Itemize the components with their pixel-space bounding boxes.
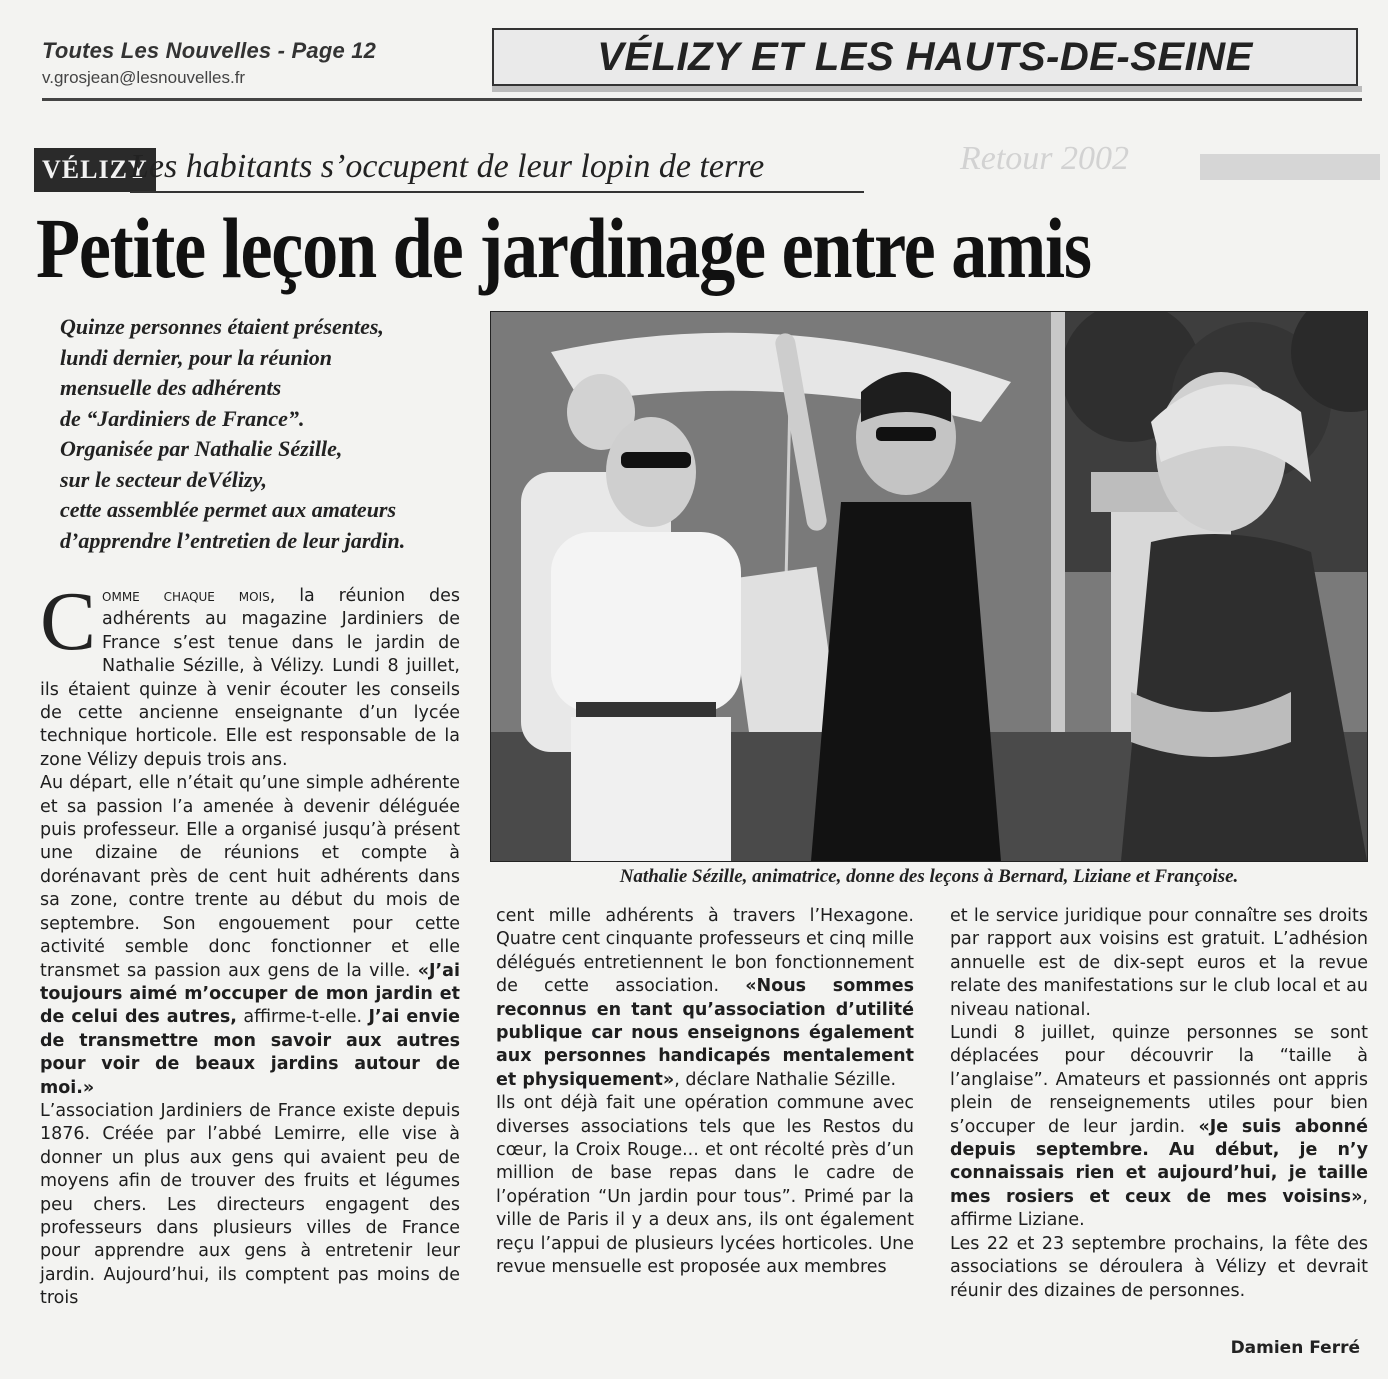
article-column-1 (40, 575, 460, 1311)
standfirst-line: d’apprendre l’entretien de leur jardin. (60, 527, 406, 553)
masthead (42, 38, 482, 88)
bleed-through-text: Retour 2002 (960, 140, 1380, 340)
standfirst-line: lundi dernier, pour la réunion (60, 344, 333, 370)
header-rule (42, 98, 1362, 101)
paragraph: Comme chaque mois, la réunion des adhérents au magazine Jardiniers de France s’est tenue dans le jardin de Nathalie Sézille, à Vélizy. Lundi 8 juillet, ils étaient quinze à venir écouter les conseils de cette ancienne enseignante d’un lycée technique horticole. Elle est responsable de la zone Vélizy depuis trois ans. (40, 575, 460, 770)
paragraph: Lundi 8 juillet, quinze personnes se sont déplacées pour découvrir la “taille à l’anglaise”. Amateurs et passionnés ont appris plein de renseignements utiles pour bien s’occuper de leur jardin. «Je suis abonné depuis septembre. Au début, je n’y connaissais rien et aujourd’hui, je taille mes rosiers et ceux de mes voisins», affirme Liziane. (950, 1023, 1368, 1231)
section-band-shadow (492, 86, 1362, 92)
kicker-rule (130, 191, 864, 193)
quote: «Nous sommes reconnus en tant qu’association d’utilité publique car nous enseignons également aux personnes handicapés mentalement et physiquement» (496, 976, 914, 1090)
paragraph: Au départ, elle n’était qu’une simple adhérente et sa passion l’a amenée à devenir déléguée puis professeur. Elle a organisé jusqu’à présent une dizaine de réunions et compte à dorénavant près de cent huit adhérents dans sa zone, contre trente au début du mois de septembre. Son engouement pour cette activité semble donc fonctionner et elle transmet sa passion aux gens de la ville. «J’ai toujours aimé m’occuper de mon jardin et de celui des autres, affirme-t-elle. J’ai envie de transmettre mon savoir aux autres pour voir de beaux jardins autour de moi.» (40, 773, 460, 1098)
quote: «Je suis abonné depuis septembre. Au début, je n’y connaissais rien et aujourd’hui, je taille mes rosiers et ceux de mes voisins» (950, 1116, 1368, 1207)
location-tag: VÉLIZY (34, 148, 156, 192)
standfirst (60, 312, 480, 556)
article-photo (490, 311, 1368, 862)
standfirst-line: de “Jardiniers de France”. (60, 405, 305, 431)
paragraph: L’association Jardiniers de France existe depuis 1876. Créée par l’abbé Lemirre, elle vise à donner un plus aux gens qui avaient peu de moyens afin de trouver des fruits et légumes peu chers. Les directeurs engagent des professeurs dans plusieurs villes de France pour apprendre aux gens à entretenir leur jardin. Aujourd’hui, ils comptent pas moins de trois (40, 1100, 460, 1309)
standfirst-line: sur le secteur deVélizy, (60, 466, 267, 492)
paragraph: et le service juridique pour connaître ses droits par rapport aux voisins est gratuit. L’adhésion annuelle est de dix-sept euros et la revue relate des manifestations sur le club local et au niveau national. (950, 906, 1368, 1020)
quote: «J’ai toujours aimé m’occuper de mon jardin et de celui des autres, (40, 960, 460, 1028)
contact-email: v.grosjean@lesnouvelles.fr (42, 68, 246, 87)
paragraph: Ils ont déjà fait une opération commune avec diverses associations tels que les Restos du cœur, la Croix Rouge... et ont récolté près d’un million de base repas dans le cadre de l’opération “Un jardin pour tous”. Primé par la ville de Paris il y a deux ans, ils ont également reçu l’appui de plusieurs lycées horticoles. Une revue mensuelle est proposée aux membres (496, 1093, 914, 1278)
section-title: VÉLIZY ET LES HAUTS-DE-SEINE (597, 34, 1253, 79)
byline: Damien Ferré (1230, 1338, 1360, 1358)
headline: Petite leçon de jardinage entre amis (36, 200, 1091, 296)
photo-caption: Nathalie Sézille, animatrice, donne des leçons à Bernard, Liziane et Françoise. (619, 866, 1239, 887)
quote: J’ai envie de transmettre mon savoir aux autres pour voir de beaux jardins autour de moi.» (40, 1007, 460, 1098)
article-column-2 (496, 905, 914, 1280)
section-band (492, 28, 1358, 86)
drop-cap: C (40, 575, 97, 668)
paragraph: cent mille adhérents à travers l’Hexagone. Quatre cent cinquante professeurs et cinq mille délégués entretiennent le bon fonctionnement de cette association. «Nous sommes reconnus en tant qu’association d’utilité publique car nous enseignons également aux personnes handicapés mentalement et physiquement», déclare Nathalie Sézille. (496, 906, 914, 1090)
lead-in: omme chaque mois (102, 586, 270, 606)
paragraph: Les 22 et 23 septembre prochains, la fête des associations se déroulera à Vélizy et devrait réunir des dizaines de personnes. (950, 1233, 1368, 1301)
standfirst-line: Quinze personnes étaient présentes, (60, 314, 384, 339)
standfirst-line: Organisée par Nathalie Sézille, (60, 436, 343, 461)
standfirst-line: cette assemblée permet aux amateurs (60, 497, 397, 522)
standfirst-line: mensuelle des adhérents (60, 375, 282, 400)
kicker: Les habitants s’occupent de leur lopin de terre (130, 148, 765, 185)
article-column-3 (950, 905, 1368, 1303)
publication-name: Toutes Les Nouvelles - Page 12 (42, 38, 377, 63)
